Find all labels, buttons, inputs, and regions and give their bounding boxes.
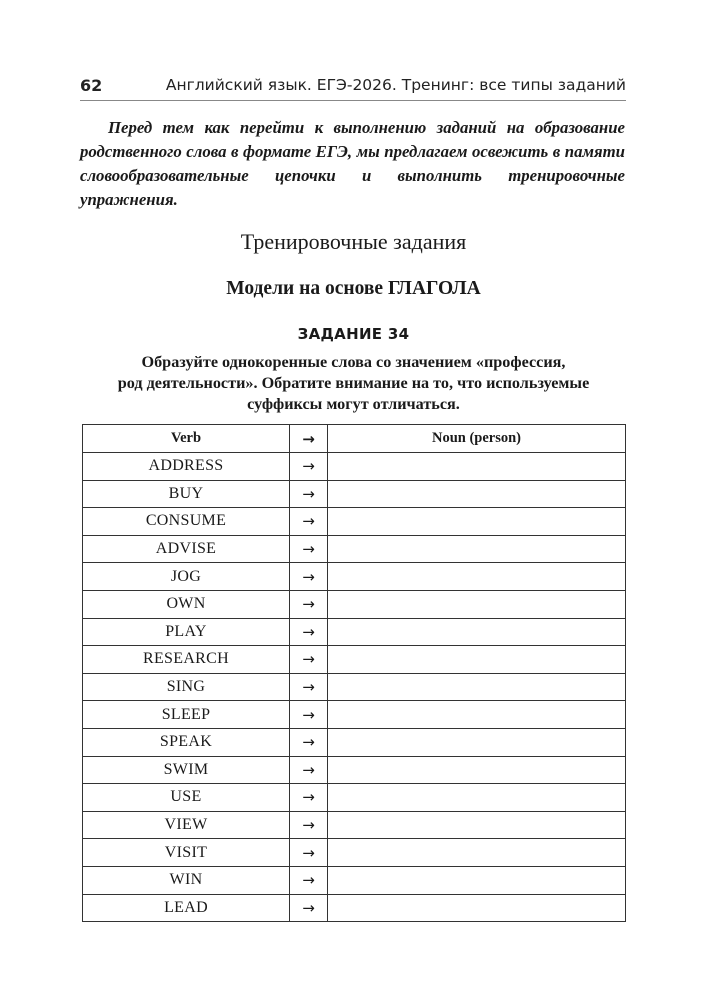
verb-cell: OWN (83, 590, 290, 618)
noun-answer-cell[interactable] (328, 535, 626, 563)
noun-answer-cell[interactable] (328, 811, 626, 839)
table-row (83, 453, 626, 481)
verb-cell: WIN (83, 866, 290, 894)
table-row (83, 673, 626, 701)
arrow-cell: → (290, 453, 328, 481)
table-row (83, 535, 626, 563)
section-title: Тренировочные задания (240, 229, 467, 254)
noun-answer-cell[interactable] (328, 866, 626, 894)
arrow-cell: → (290, 728, 328, 756)
header-verb: Verb (83, 425, 290, 453)
arrow-cell: → (290, 784, 328, 812)
verb-cell: SPEAK (83, 728, 290, 756)
task-title: ЗАДАНИЕ 34 (297, 325, 410, 343)
verb-cell: SWIM (83, 756, 290, 784)
noun-answer-cell[interactable] (328, 756, 626, 784)
arrow-cell: → (290, 673, 328, 701)
header-noun: Noun (person) (328, 425, 626, 453)
verb-cell: SING (83, 673, 290, 701)
arrow-cell: → (290, 563, 328, 591)
arrow-cell: → (290, 866, 328, 894)
intro-paragraph: Перед тем как перейти к выполнению заданий на образование родственного слова в формате ЕГЭ, мы предлагаем освежить в памяти словообразовательные цепочки и выполнить тренировочные упражнения. (80, 118, 625, 209)
page-number: 62 (80, 76, 103, 95)
noun-answer-cell[interactable] (328, 728, 626, 756)
instruction-line: род деятельности». Обратите внимание на то, что используемые (117, 374, 590, 392)
verb-cell: ADVISE (83, 535, 290, 563)
noun-answer-cell[interactable] (328, 839, 626, 867)
table-row (83, 811, 626, 839)
table-row (83, 839, 626, 867)
noun-answer-cell[interactable] (328, 563, 626, 591)
table-row (83, 728, 626, 756)
arrow-cell: → (290, 535, 328, 563)
table-row (83, 618, 626, 646)
subsection-title: Модели на основе ГЛАГОЛА (226, 278, 481, 299)
table-row (83, 646, 626, 674)
noun-answer-cell[interactable] (328, 784, 626, 812)
arrow-cell: → (290, 894, 328, 922)
noun-answer-cell[interactable] (328, 590, 626, 618)
noun-answer-cell[interactable] (328, 453, 626, 481)
arrow-cell: → (290, 508, 328, 536)
header-arrow: → (290, 425, 328, 453)
verb-cell: PLAY (83, 618, 290, 646)
table-row (83, 563, 626, 591)
table-row (83, 894, 626, 922)
arrow-cell: → (290, 701, 328, 729)
verb-cell: USE (83, 784, 290, 812)
arrow-cell: → (290, 480, 328, 508)
verb-cell: CONSUME (83, 508, 290, 536)
running-title: Английский язык. ЕГЭ-2026. Тренинг: все типы заданий (165, 76, 626, 94)
noun-answer-cell[interactable] (328, 673, 626, 701)
table-header-row (83, 425, 626, 453)
word-formation-table (82, 424, 626, 922)
arrow-cell: → (290, 618, 328, 646)
verb-cell: ADDRESS (83, 453, 290, 481)
table-row (83, 480, 626, 508)
verb-cell: VISIT (83, 839, 290, 867)
task-instruction (90, 352, 617, 415)
page-header (80, 76, 626, 101)
verb-cell: SLEEP (83, 701, 290, 729)
arrow-cell: → (290, 756, 328, 784)
noun-answer-cell[interactable] (328, 701, 626, 729)
noun-answer-cell[interactable] (328, 508, 626, 536)
verb-cell: BUY (83, 480, 290, 508)
arrow-cell: → (290, 811, 328, 839)
verb-cell: RESEARCH (83, 646, 290, 674)
table-row (83, 756, 626, 784)
arrow-cell: → (290, 646, 328, 674)
noun-answer-cell[interactable] (328, 894, 626, 922)
table-row (83, 784, 626, 812)
noun-answer-cell[interactable] (328, 480, 626, 508)
noun-answer-cell[interactable] (328, 646, 626, 674)
table-row (83, 508, 626, 536)
noun-answer-cell[interactable] (328, 618, 626, 646)
verb-cell: LEAD (83, 894, 290, 922)
instruction-line: суффиксы могут отличаться. (247, 395, 460, 413)
table-row (83, 701, 626, 729)
instruction-line: Образуйте однокоренные слова со значением «профессия, (141, 353, 566, 371)
table-row (83, 866, 626, 894)
arrow-cell: → (290, 590, 328, 618)
table-row (83, 590, 626, 618)
arrow-cell: → (290, 839, 328, 867)
verb-cell: JOG (83, 563, 290, 591)
verb-cell: VIEW (83, 811, 290, 839)
